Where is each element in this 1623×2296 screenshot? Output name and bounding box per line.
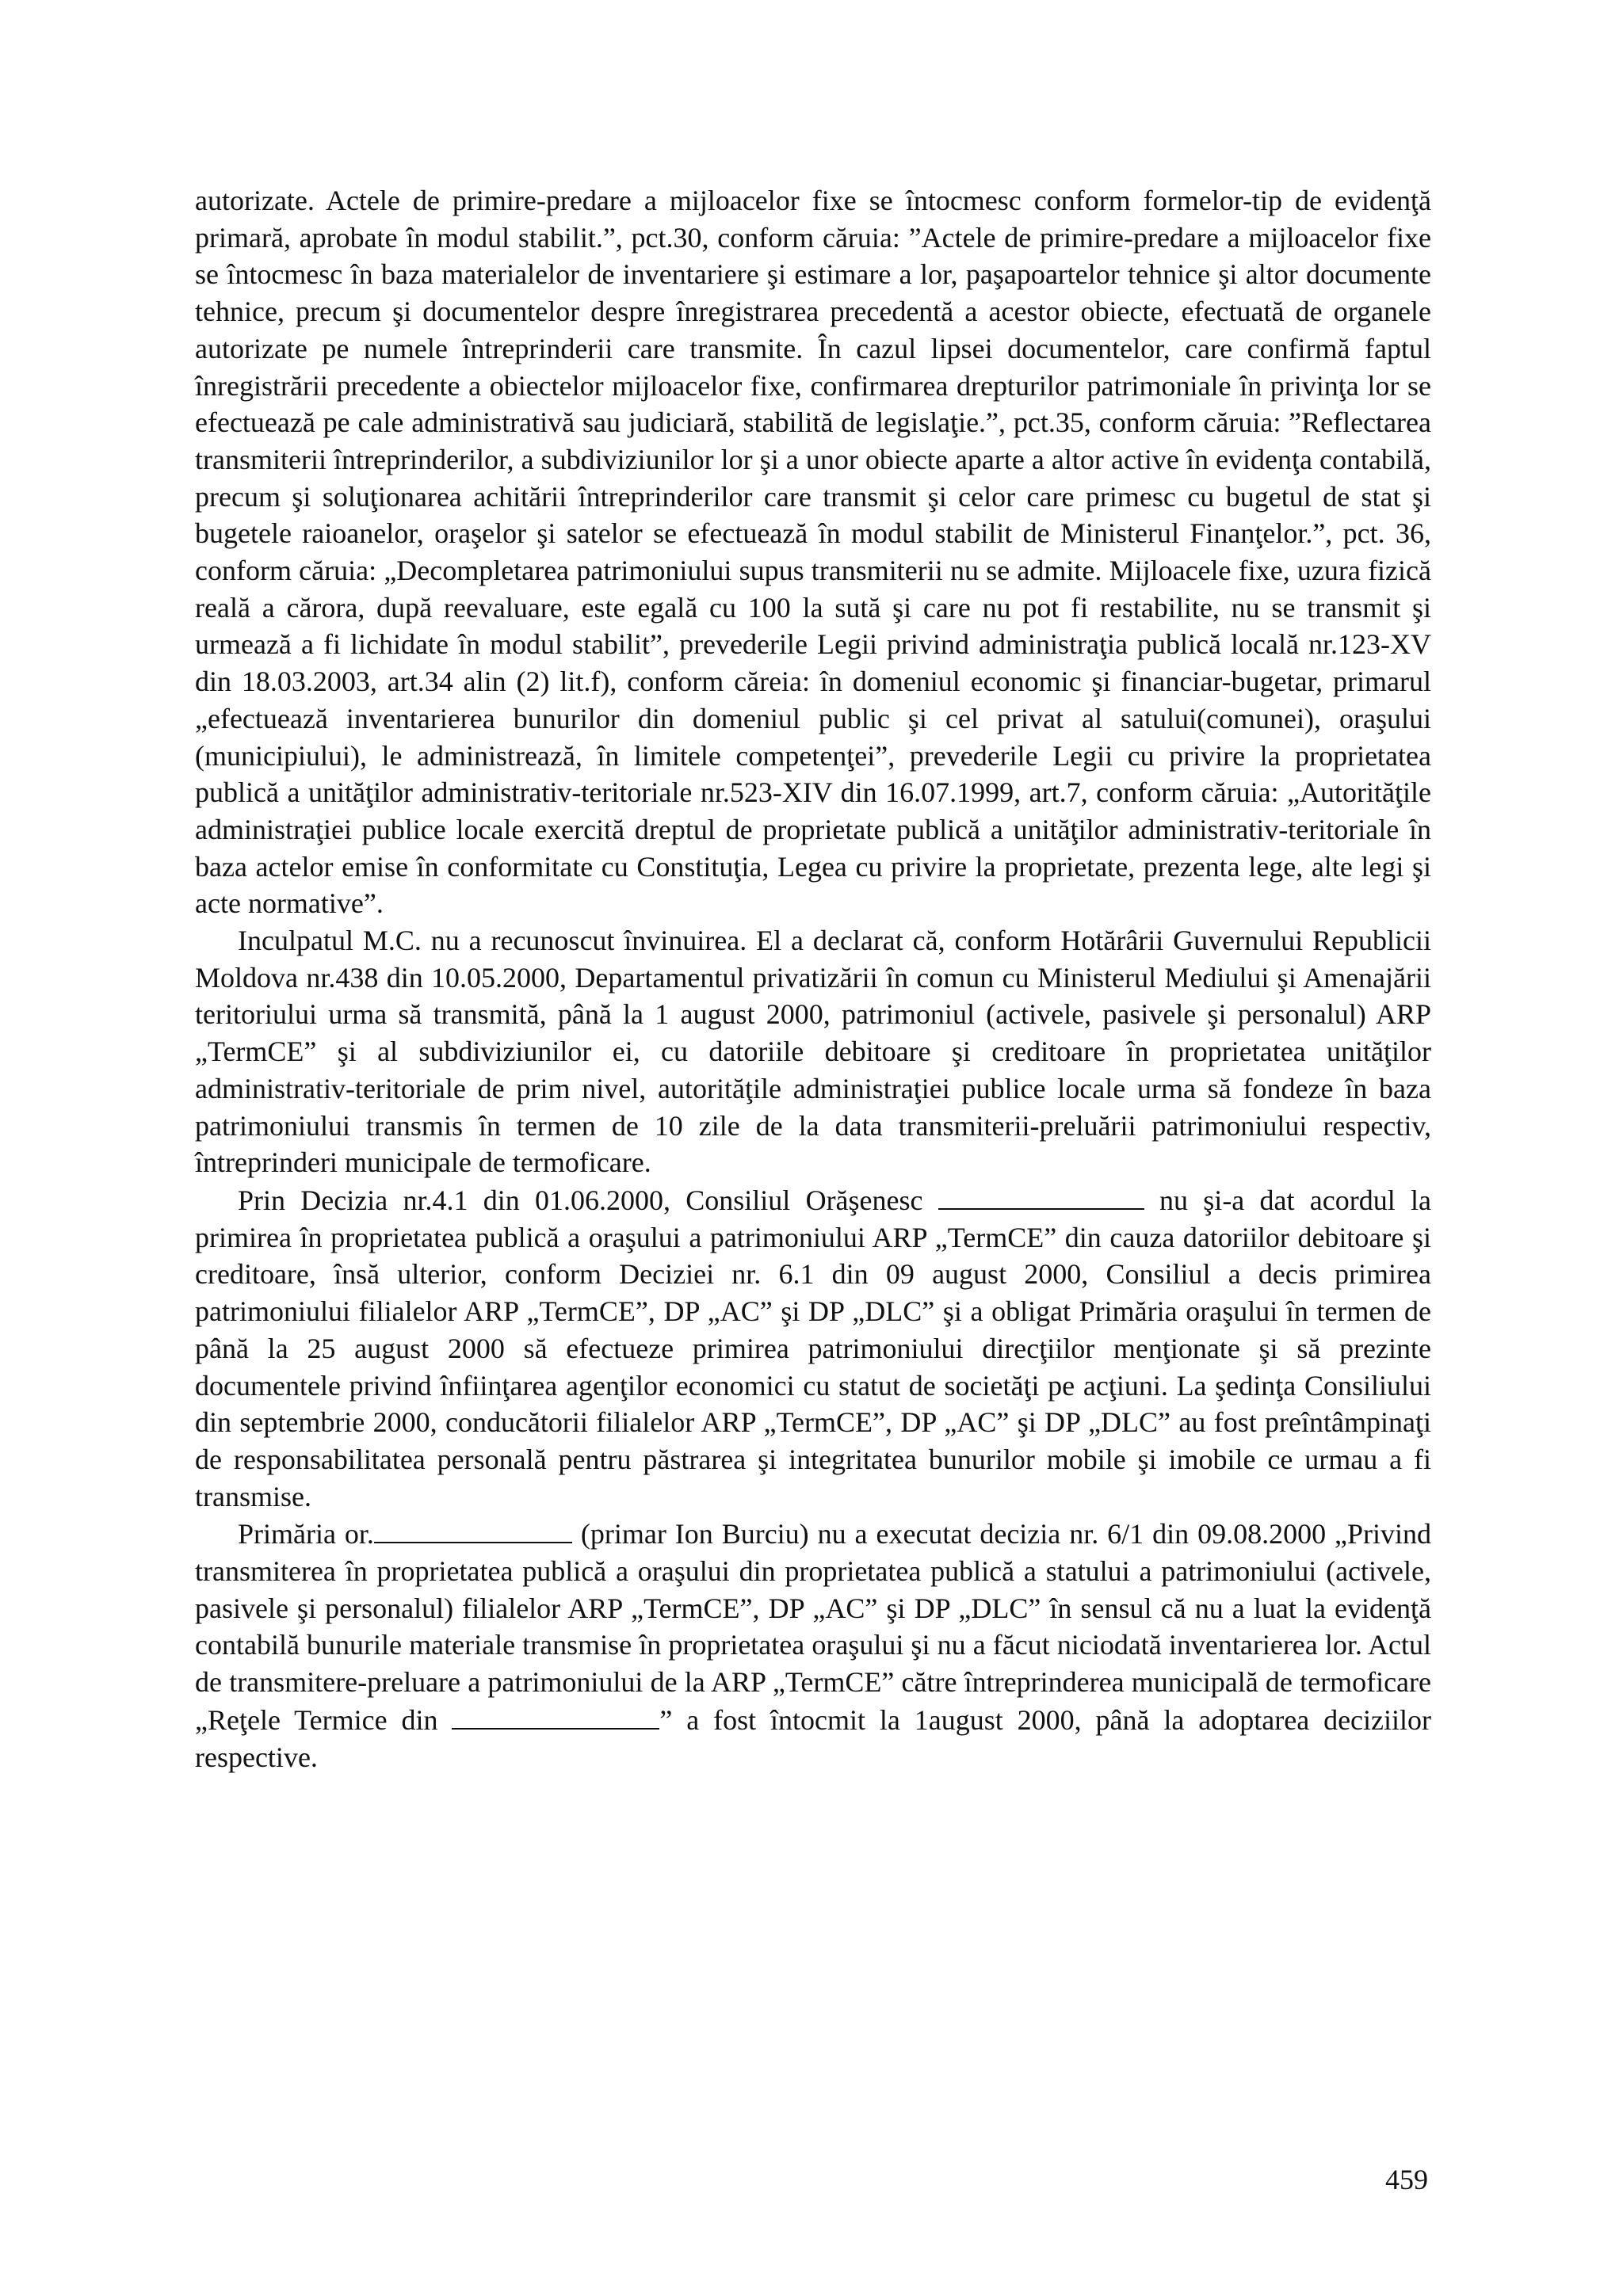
page-number: 459 xyxy=(1385,2164,1428,2195)
paragraph-4 xyxy=(195,1515,1431,1775)
paragraph-1 xyxy=(195,182,1431,922)
redacted-city-blank xyxy=(374,1515,572,1543)
paragraph-3-text-end: nu şi-a dat acordul la primirea în proprietatea publică a oraşului a patrimoniului ARP „TermCE” din cauza datoriilor debitoare şi creditoare, însă ulterior, conform Deciziei nr. 6.1 din 09 august 2000, Consiliul a decis primirea patrimoniului filialelor ARP „TermCE”, DP „AC” şi DP „DLC” şi a obligat Primăria oraşului în termen de până la 25 august 2000 să efectueze primirea patrimoniului direcţiilor menţionate şi să prezinte documentele privind înfiinţarea agenţilor economici cu statut de societăţi pe acţiuni. La şedinţa Consiliului din septembrie 2000, conducătorii filialelor ARP „TermCE”, DP „AC” şi DP „DLC” au fost preîntâmpinaţi de responsabilitatea personală pentru păstrarea şi integritatea bunurilor mobile şi imobile ce urmau a fi transmise. xyxy=(195,1184,1431,1512)
redacted-city-blank-2 xyxy=(452,1701,659,1730)
paragraph-2-text: Inculpatul M.C. nu a recunoscut învinuirea. El a declarat că, conform Hotărârii Guvernului Republicii Moldova nr.438 din 10.05.2000, Departamentul privatizării în comun cu Ministerul Mediului şi Amenajării teritoriului urma să transmită, până la 1 august 2000, patrimoniul (activele, pasivele şi personalul) ARP „TermCE” şi al subdiviziunilor ei, cu datoriile debitoare şi creditoare în proprietatea unităţilor administrativ-teritoriale de prim nivel, autorităţile administraţiei publice locale urma să fondeze în baza patrimoniului transmis în termen de 10 zile de la data transmiterii-preluării patrimoniului respectiv, întreprinderi municipale de termoficare. xyxy=(195,925,1431,1179)
paragraph-3-text-start: Prin Decizia nr.4.1 din 01.06.2000, Consiliul Orăşenesc xyxy=(238,1184,938,1216)
paragraph-2 xyxy=(195,922,1431,1181)
paragraph-4-text-start: Primăria or. xyxy=(238,1518,374,1550)
paragraph-4-text-end: ” a fost întocmit la 1august 2000, până la adoptarea deciziilor respective. xyxy=(195,1703,1431,1773)
paragraph-4-text-middle: (primar Ion Burciu) nu a executat decizia nr. 6/1 din 09.08.2000 „Privind transmiterea în proprietatea publică a oraşului din proprietatea publică a statului a patrimoniului (activele, pasivele şi personalul) filialelor ARP „TermCE”, DP „AC” şi DP „DLC” în sensul că nu a luat la evidenţă contabilă bunurile materiale transmise în proprietatea oraşului şi nu a făcut niciodată inventarierea lor. Actul de transmitere-preluare a patrimoniului de la ARP „TermCE” către întreprinderea municipală de termoficare „Reţele Termice din xyxy=(195,1518,1432,1736)
paragraph-1-text: autorizate. Actele de primire-predare a mijloacelor fixe se întocmesc conform formelor-tip de evidenţă primară, aprobate în modul stabilit.”, pct.30, conform căruia: ”Actele de primire-predare a mijloacelor fixe se întocmesc în baza materialelor de inventariere şi estimare a lor, paşapoartelor tehnice şi altor documente tehnice, precum şi documentelor despre înregistrarea precedentă a acestor obiecte, efectuată de organele autorizate pe numele întreprinderii care transmite. În cazul lipsei documentelor, care confirmă faptul înregistrării precedente a obiectelor mijloacelor fixe, confirmarea drepturilor patrimoniale în privinţa lor se efectuează pe cale administrativă sau judiciară, stabilită de legislaţie.”, pct.35, conform căruia: ”Reflectarea transmiterii întreprinderilor, a subdiviziunilor lor şi a unor obiecte aparte a altor active în evidenţa contabilă, precum şi soluţionarea achitării întreprinderilor care transmit şi celor care primesc cu bugetul de stat şi bugetele raioanelor, oraşelor şi satelor se efectuează în modul stabilit de Ministerul Finanţelor.”, pct. 36, conform căruia: „Decompletarea patrimoniului supus transmiterii nu se admite. Mijloacele fixe, uzura fizică reală a cărora, după reevaluare, este egală cu 100 la sută şi care nu pot fi restabilite, nu se transmit şi urmează a fi lichidate în modul stabilit”, prevederile Legii privind administraţia publică locală nr.123-XV din 18.03.2003, art.34 alin (2) lit.f), conform căreia: în domeniul economic şi financiar-bugetar, primarul „efectuează inventarierea bunurilor din domeniul public şi cel privat al satului(comunei), oraşului (municipiului), le administrează, în limitele competenţei”, prevederile Legii cu privire la proprietatea publică a unităţilor administrativ-teritoriale nr.523-XIV din 16.07.1999, art.7, conform căruia: „Autorităţile administraţiei publice locale exercită dreptul de proprietate publică a unităţilor administrativ-teritoriale în baza actelor emise în conformitate cu Constituţia, Legea cu privire la proprietate, prezenta lege, alte legi şi acte normative”. xyxy=(195,185,1431,920)
redacted-name-blank xyxy=(938,1181,1144,1210)
document-body xyxy=(195,182,1431,1775)
paragraph-3 xyxy=(195,1181,1431,1515)
